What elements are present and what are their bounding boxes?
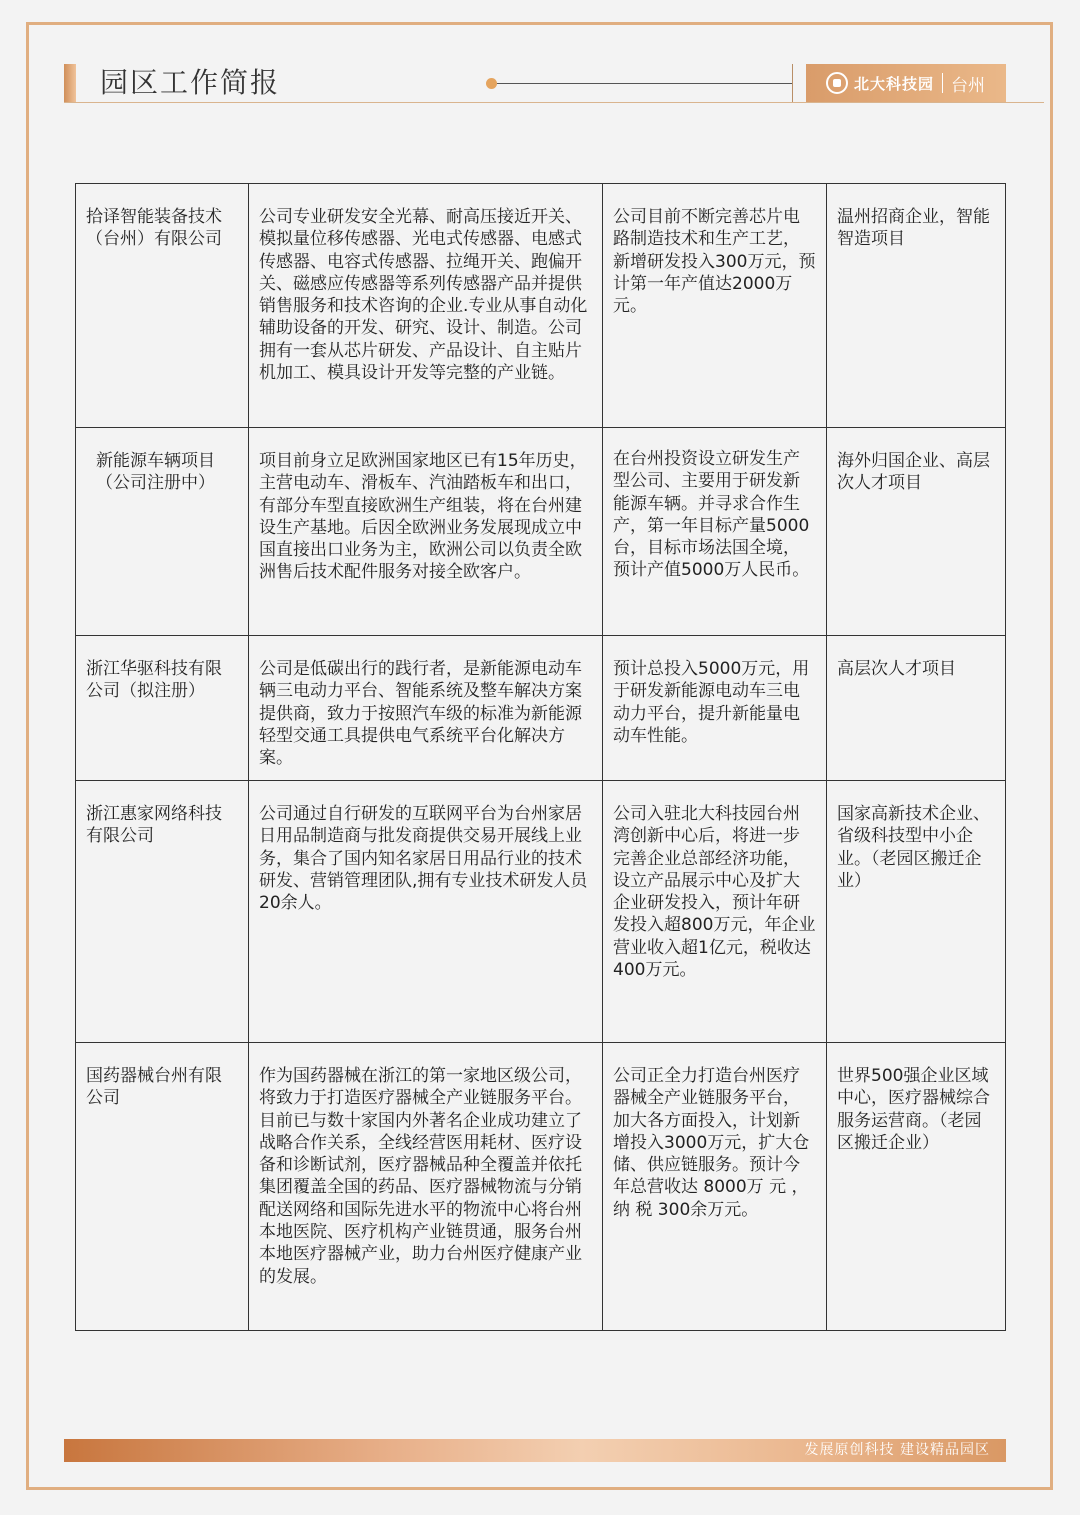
header-divider (792, 64, 793, 102)
brand-name: 北大科技园 (854, 74, 935, 93)
project-type-cell: 温州招商企业，智能智造项目 (827, 184, 1006, 428)
investment-plan-cell: 公司正全力打造台州医疗器械全产业链服务平台，加大各方面投入，计划新增投入3000万元，扩大仓储、供应链服务。预计今年总营收达 8000万 元 ， 纳 税 300余万元。 (603, 1043, 827, 1331)
company-table (75, 183, 1006, 1331)
company-profile-cell: 公司专业研发安全光幕、耐高压接近开关、模拟量位移传感器、光电式传感器、电感式传感器、电容式传感器、拉绳开关、跑偏开关、磁感应传感器等系列传感器产品并提供销售服务和技术咨询的企业.专业从事自动化辅助设备的开发、研究、设计、制造。公司拥有一套从芯片研发、产品设计、自主贴片机加工、模具设计开发等完整的产业链。 (249, 184, 603, 428)
project-type-cell: 高层次人才项目 (827, 636, 1006, 781)
company-profile-cell: 项目前身立足欧洲国家地区已有15年历史，主营电动车、滑板车、汽油踏板车和出口，有部分车型直接欧洲生产组装，将在台州建设生产基地。后因全欧洲业务发展现成立中国直接出口业务为主，欧洲公司以负责全欧洲售后技术配件服务对接全欧客户。 (249, 428, 603, 636)
investment-plan-cell: 公司入驻北大科技园台州湾创新中心后，将进一步完善企业总部经济功能，设立产品展示中心及扩大企业研发投入，预计年研发投入超800万元，年企业营业收入超1亿元，税收达400万元。 (603, 781, 827, 1043)
table-row (76, 1043, 1006, 1331)
company-name-cell: 浙江惠家网络科技有限公司 (76, 781, 249, 1043)
brand-seal-icon (826, 72, 848, 94)
company-name-cell: 拾译智能装备技术（台州）有限公司 (76, 184, 249, 428)
project-type-cell: 世界500强企业区域中心，医疗器械综合服务运营商。（老园区搬迁企业） (827, 1043, 1006, 1331)
table-row (76, 636, 1006, 781)
brand-badge (806, 64, 1006, 102)
company-name-cell: 新能源车辆项目（公司注册中） (76, 428, 249, 636)
header-rule (497, 83, 792, 84)
table-row (76, 428, 1006, 636)
company-profile-cell: 公司通过自行研发的互联网平台为台州家居日用品制造商与批发商提供交易开展线上业务，集合了国内知名家居日用品行业的技术研发、营销管理团队,拥有专业技术研发人员20余人。 (249, 781, 603, 1043)
footer-slogan: 发展原创科技 建设精品园区 (804, 1442, 990, 1458)
header-underline (64, 102, 1044, 103)
project-type-cell: 国家高新技术企业、省级科技型中小企业。（老园区搬迁企业） (827, 781, 1006, 1043)
company-profile-cell: 公司是低碳出行的践行者，是新能源电动车辆三电动力平台、智能系统及整车解决方案提供商，致力于按照汽车级的标准为新能源轻型交通工具提供电气系统平台化解决方案。 (249, 636, 603, 781)
investment-plan-cell: 预计总投入5000万元，用于研发新能源电动车三电动力平台，提升新能量电动车性能。 (603, 636, 827, 781)
header-accent-bar (64, 64, 76, 102)
page-title: 园区工作简报 (100, 66, 281, 99)
investment-plan-cell: 在台州投资设立研发生产型公司、主要用于研发新能源车辆。并寻求合作生产，第一年目标产量5000台，目标市场法国全境，预计产值5000万人民币。 (603, 428, 827, 636)
table-row (76, 184, 1006, 428)
project-type-cell: 海外归国企业、高层次人才项目 (827, 428, 1006, 636)
investment-plan-cell: 公司目前不断完善芯片电路制造技术和生产工艺，新增研发投入300万元，预计第一年产值达2000万元。 (603, 184, 827, 428)
company-profile-cell: 作为国药器械在浙江的第一家地区级公司，将致力于打造医疗器械全产业链服务平台。目前已与数十家国内外著名企业成功建立了战略合作关系，全线经营医用耗材、医疗设备和诊断试剂，医疗器械品种全覆盖并依托集团覆盖全国的药品、医疗器械物流与分销配送网络和国际先进水平的物流中心将台州本地医院、医疗机构产业链贯通，服务台州本地医疗器械产业，助力台州医疗健康产业的发展。 (249, 1043, 603, 1331)
table-row (76, 781, 1006, 1043)
header-dot-icon (486, 78, 497, 89)
company-name-cell: 国药器械台州有限公司 (76, 1043, 249, 1331)
brand-city: 台州 (951, 75, 986, 96)
company-name-cell: 浙江华驱科技有限公司（拟注册） (76, 636, 249, 781)
brand-separator (942, 73, 943, 93)
